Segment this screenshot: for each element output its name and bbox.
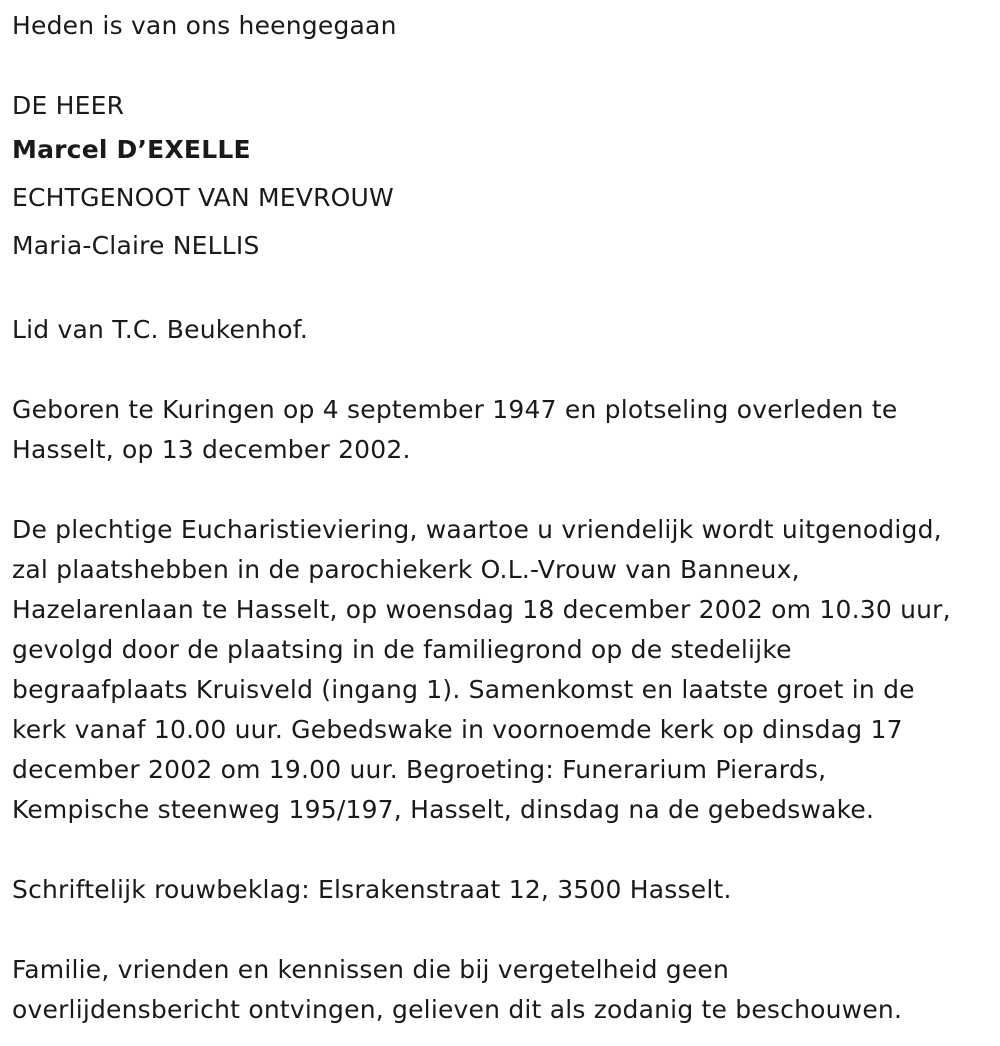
deceased-name: Marcel D’EXELLE <box>12 135 251 164</box>
ceremony-line: begraafplaats Kruisveld (ingang 1). Samenkomst en laatste groet in de <box>12 675 915 704</box>
ceremony-line: De plechtige Eucharistieviering, waartoe u vriendelijk wordt uitgenodigd, <box>12 515 942 544</box>
closing-paragraph <box>12 950 996 1030</box>
death-notice <box>12 6 996 1030</box>
membership-line: Lid van T.C. Beukenhof. <box>12 315 309 344</box>
spacer <box>12 830 996 870</box>
condolence-line: Schriftelijk rouwbeklag: Elsrakenstraat 12, 3500 Hasselt. <box>12 875 732 904</box>
closing-line: overlijdensbericht ontvingen, gelieven dit als zodanig te beschouwen. <box>12 995 903 1024</box>
spacer <box>12 910 996 950</box>
spacer <box>12 270 996 310</box>
spacer <box>12 470 996 510</box>
ceremony-line: kerk vanaf 10.00 uur. Gebedswake in voornoemde kerk op dinsdag 17 <box>12 715 903 744</box>
birth-line: Geboren te Kuringen op 4 september 1947 en plotseling overleden te <box>12 395 898 424</box>
spouse-label: ECHTGENOOT VAN MEVROUW <box>12 183 394 212</box>
ceremony-line: Hazelarenlaan te Hasselt, op woensdag 18 december 2002 om 10.30 uur, <box>12 595 951 624</box>
birth-line: Hasselt, op 13 december 2002. <box>12 435 411 464</box>
honorific-title: DE HEER <box>12 91 125 120</box>
closing-line: Familie, vrienden en kennissen die bij vergetelheid geen <box>12 955 730 984</box>
spacer <box>12 46 996 86</box>
ceremony-line: zal plaatshebben in de parochiekerk O.L.-Vrouw van Banneux, <box>12 555 800 584</box>
ceremony-line: Kempische steenweg 195/197, Hasselt, dinsdag na de gebedswake. <box>12 795 875 824</box>
spacer <box>12 350 996 390</box>
birth-paragraph <box>12 390 996 470</box>
ceremony-line: december 2002 om 19.00 uur. Begroeting: Funerarium Pierards, <box>12 755 827 784</box>
ceremony-line: gevolgd door de plaatsing in de familiegrond op de stedelijke <box>12 635 792 664</box>
intro-line: Heden is van ons heengegaan <box>12 11 397 40</box>
ceremony-paragraph <box>12 510 996 830</box>
spouse-name: Maria-Claire NELLIS <box>12 231 260 260</box>
